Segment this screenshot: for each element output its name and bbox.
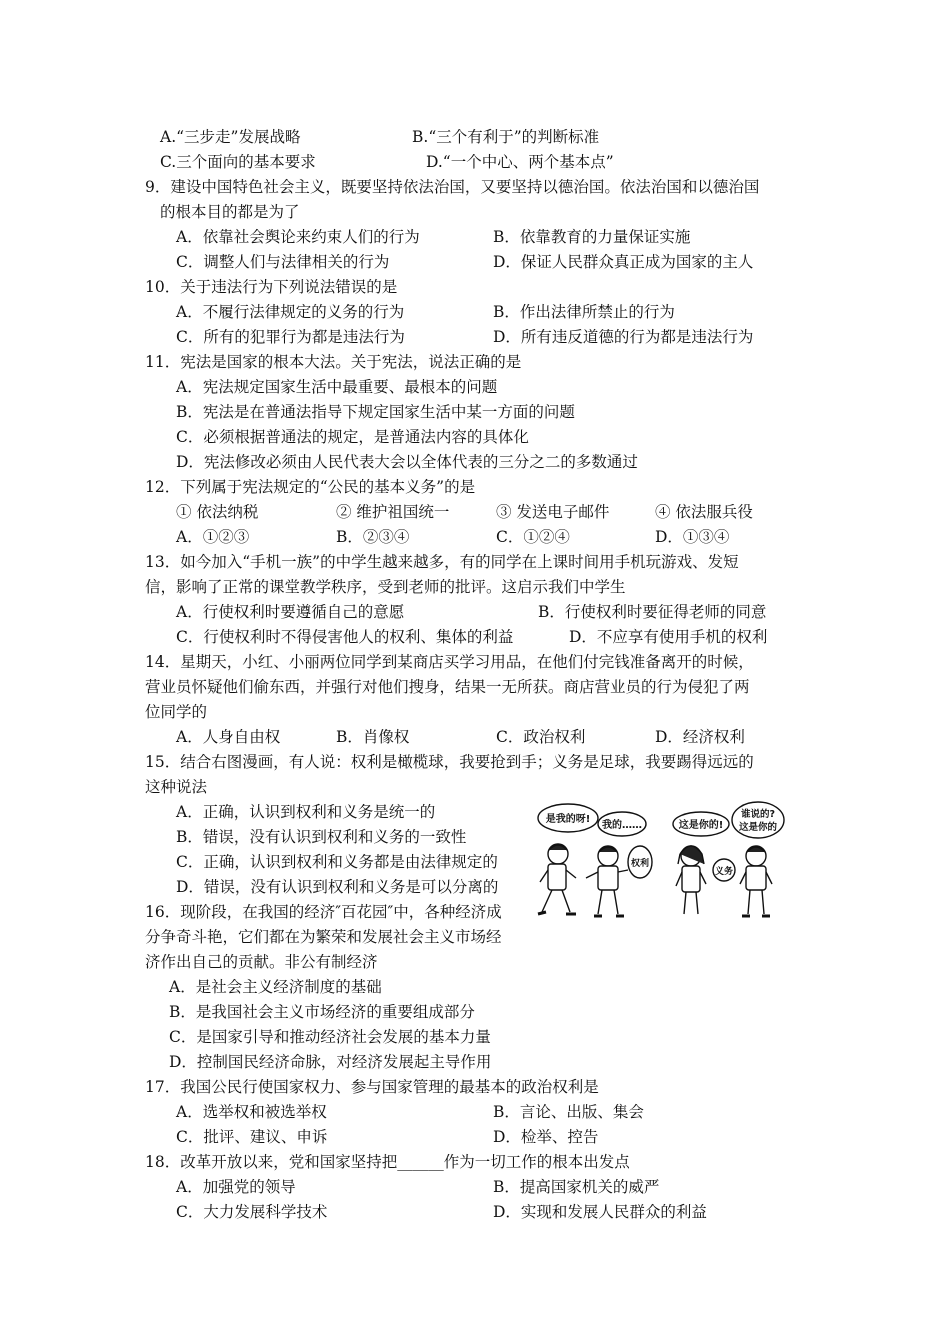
q10-stem: 10．关于违法行为下列说法错误的是: [145, 278, 398, 296]
q10-option-a: A．不履行法律规定的义务的行为: [176, 303, 405, 321]
q16-option-d: D．控制国民经济命脉，对经济发展起主导作用: [169, 1053, 492, 1071]
boy-figure-3: [740, 846, 772, 916]
q12-stem: 12．下列属于宪法规定的“公民的基本义务”的是: [145, 478, 476, 496]
speech-bubble-4-text-1: 谁说的?: [740, 809, 776, 820]
q16-option-a: A．是社会主义经济制度的基础: [169, 978, 382, 996]
q12-item-4: ④ 依法服兵役: [655, 503, 753, 521]
q14-option-b: B．肖像权: [336, 728, 410, 746]
q12-option-b: B．②③④: [336, 528, 410, 546]
football-label: 义务: [714, 867, 734, 877]
q14-option-c: C．政治权利: [496, 728, 586, 746]
q15-option-a: A．正确，认识到权利和义务是统一的: [176, 803, 436, 821]
q10-option-b: B．作出法律所禁止的行为: [493, 303, 675, 321]
q16-option-b: B．是我国社会主义市场经济的重要组成部分: [169, 1003, 475, 1021]
q9-option-a: A．依靠社会舆论来约束人们的行为: [176, 228, 420, 246]
q9-stem-line1: 9．建设中国特色社会主义，既要坚持依法治国，又要坚持以德治国。依法治国和以德治国: [145, 178, 760, 196]
q16-stem-line1: 16．现阶段，在我国的经济″百花园″中，各种经济成: [145, 903, 502, 921]
q12-item-3: ③ 发送电子邮件: [496, 503, 610, 521]
q14-stem-line1: 14．星期天，小红、小丽两位同学到某商店买学习用品，在他们付完钱准备离开的时候，: [145, 653, 754, 671]
q16-stem-line3: 济作出自己的贡献。非公有制经济: [145, 953, 378, 971]
boy-figure-1: [538, 844, 576, 914]
rugby-ball-label: 权利: [630, 859, 650, 869]
girl-figure: [676, 846, 706, 914]
q14-stem-line3: 位同学的: [145, 703, 208, 721]
q12-option-c: C．①②④: [496, 528, 570, 546]
q18-option-a: A．加强党的领导: [176, 1178, 296, 1196]
q11-option-b: B．宪法是在普通法指导下规定国家生活中某一方面的问题: [176, 403, 575, 421]
q9-option-d: D．保证人民群众真正成为国家的主人: [493, 253, 754, 271]
q17-option-a: A．选举权和被选举权: [176, 1103, 327, 1121]
q8-option-d: D.“一个中心、两个基本点”: [426, 153, 614, 171]
q12-item-1: ① 依法纳税: [176, 503, 259, 521]
q8-option-c: C.三个面向的基本要求: [160, 153, 316, 171]
q14-option-a: A．人身自由权: [176, 728, 281, 746]
q13-option-c: C．行使权利时不得侵害他人的权利、集体的利益: [176, 628, 514, 646]
q15-option-d: D．错误，没有认识到权利和义务是可以分离的: [176, 878, 499, 896]
q15-option-c: C．正确，认识到权利和义务都是由法律规定的: [176, 853, 498, 871]
q10-option-d: D．所有违反道德的行为都是违法行为: [493, 328, 754, 346]
q8-option-a: A.“三步走”发展战略: [160, 128, 301, 146]
q12-option-a: A．①②③: [176, 528, 250, 546]
boy-figure-2: [586, 846, 628, 916]
q14-option-d: D．经济权利: [655, 728, 745, 746]
q17-option-d: D．检举、控告: [493, 1128, 599, 1146]
q11-stem: 11．宪法是国家的根本大法。关于宪法，说法正确的是: [145, 353, 522, 371]
q15-stem-line2: 这种说法: [145, 778, 208, 796]
q8-option-b: B.“三个有利于”的判断标准: [412, 128, 600, 146]
speech-bubble-4-text-2: 这是你的: [738, 822, 778, 833]
q17-stem: 17．我国公民行使国家权力、参与国家管理的最基本的政治权利是: [145, 1078, 599, 1096]
q18-option-d: D．实现和发展人民群众的利益: [493, 1203, 707, 1221]
q18-stem: 18．改革开放以来，党和国家坚持把______作为一切工作的根本出发点: [145, 1153, 630, 1171]
speech-bubble-2-text: 我的……: [602, 820, 642, 831]
q13-option-a: A．行使权利时要遵循自己的意愿: [176, 603, 405, 621]
q12-option-d: D．①③④: [655, 528, 730, 546]
q16-option-c: C．是国家引导和推动经济社会发展的基本力量: [169, 1028, 491, 1046]
rights-duties-cartoon: [536, 800, 786, 930]
q15-stem-line1: 15．结合右图漫画，有人说：权利是橄榄球，我要抢到手；义务是足球，我要踢得远远的: [145, 753, 754, 771]
q17-option-b: B．言论、出版、集会: [493, 1103, 644, 1121]
q13-stem-line1: 13．如今加入“手机一族”的中学生越来越多，有的同学在上课时间用手机玩游戏、发短: [145, 553, 739, 571]
q17-option-c: C．批评、建议、申诉: [176, 1128, 328, 1146]
speech-bubble-3-text: 这是你的!: [678, 820, 724, 831]
q10-option-c: C．所有的犯罪行为都是违法行为: [176, 328, 405, 346]
q11-option-c: C．必须根据普通法的规定，是普通法内容的具体化: [176, 428, 529, 446]
q18-option-b: B．提高国家机关的威严: [493, 1178, 660, 1196]
q9-stem-line2: 的根本目的都是为了: [160, 203, 300, 221]
q12-item-2: ② 维护祖国统一: [336, 503, 450, 521]
q15-option-b: B．错误，没有认识到权利和义务的一致性: [176, 828, 467, 846]
q16-stem-line2: 分争奇斗艳，它们都在为繁荣和发展社会主义市场经: [145, 928, 502, 946]
q13-stem-line2: 信，影响了正常的课堂教学秩序，受到老师的批评。这启示我们中学生: [145, 578, 626, 596]
q11-option-d: D．宪法修改必须由人民代表大会以全体代表的三分之二的多数通过: [176, 453, 638, 471]
speech-bubble-1-text: 是我的呀!: [545, 814, 591, 825]
q18-option-c: C．大力发展科学技术: [176, 1203, 328, 1221]
q11-option-a: A．宪法规定国家生活中最重要、最根本的问题: [176, 378, 498, 396]
q14-stem-line2: 营业员怀疑他们偷东西，并强行对他们搜身，结果一无所获。商店营业员的行为侵犯了两: [145, 678, 750, 696]
q9-option-b: B．依靠教育的力量保证实施: [493, 228, 691, 246]
q9-option-c: C．调整人们与法律相关的行为: [176, 253, 390, 271]
q13-option-b: B．行使权利时要征得老师的同意: [538, 603, 767, 621]
q13-option-d: D．不应享有使用手机的权利: [569, 628, 768, 646]
